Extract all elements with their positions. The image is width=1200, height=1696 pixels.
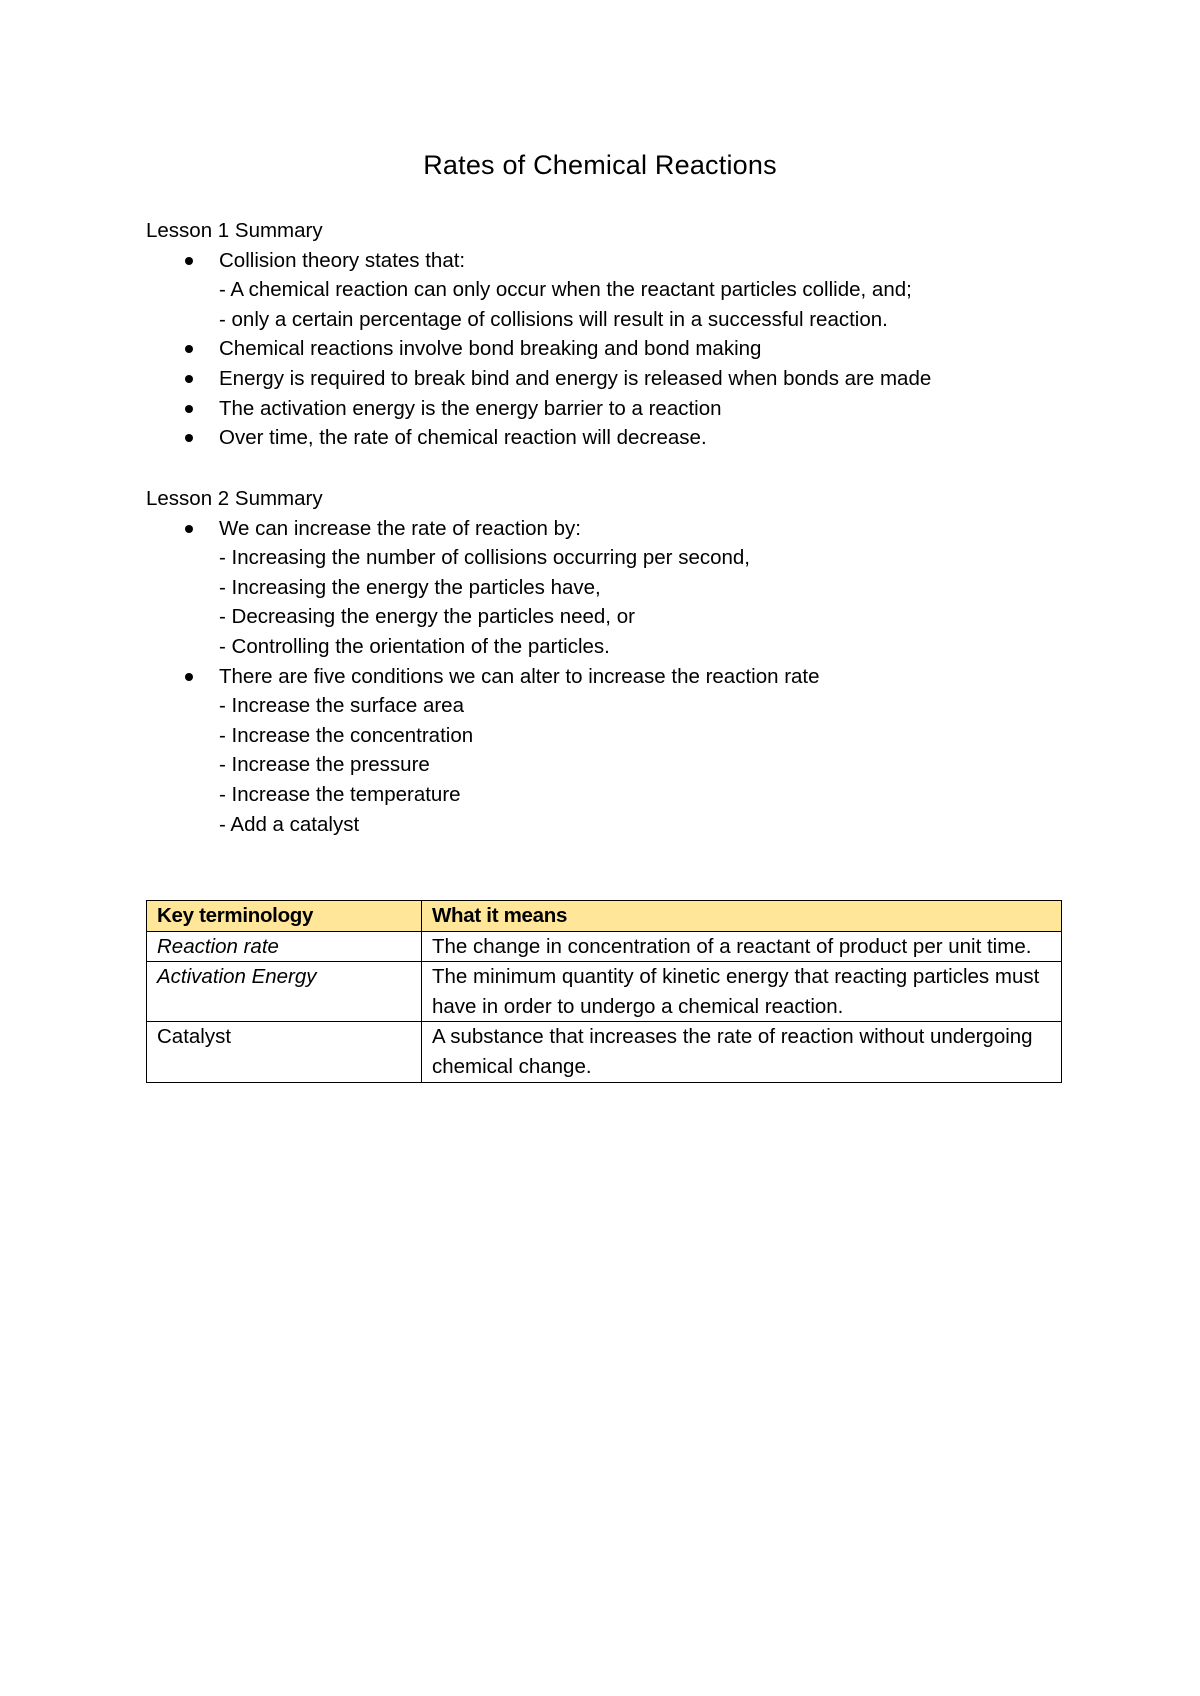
list-item [146, 514, 1066, 662]
table-row [147, 931, 1062, 962]
column-header-meaning: What it means [422, 901, 1062, 932]
terminology-table [146, 900, 1062, 1083]
list-item [146, 423, 1066, 453]
sub-point: - Increase the temperature [219, 782, 461, 806]
list-item [146, 246, 1066, 335]
table-row [147, 962, 1062, 1022]
lesson-2-heading: Lesson 2 Summary [146, 487, 323, 510]
bullet-text: There are five conditions we can alter to increase the reaction rate [219, 664, 820, 688]
lesson-2-section [146, 484, 1066, 839]
bullet-icon [185, 375, 193, 383]
table-row [147, 1022, 1062, 1082]
meaning-cell: A substance that increases the rate of reaction without undergoing chemical change. [422, 1022, 1062, 1082]
bullet-icon [185, 345, 193, 353]
lesson-1-bullet-list [146, 246, 1066, 453]
meaning-cell: The minimum quantity of kinetic energy that reacting particles must have in order to undergo a chemical reaction. [422, 962, 1062, 1022]
sub-point: - Decreasing the energy the particles need, or [219, 605, 635, 629]
sub-point: - Increasing the energy the particles have, [219, 575, 601, 599]
bullet-text: Chemical reactions involve bond breaking and bond making [219, 337, 762, 361]
bullet-text: Energy is required to break bind and energy is released when bonds are made [219, 366, 932, 390]
document-title: Rates of Chemical Reactions [423, 150, 777, 180]
list-item [146, 394, 1066, 424]
bullet-icon [185, 434, 193, 442]
bullet-icon [185, 525, 193, 533]
lesson-1-section [146, 216, 1066, 453]
sub-point: - Increasing the number of collisions occurring per second, [219, 546, 750, 570]
list-item [146, 364, 1066, 394]
bullet-icon [185, 257, 193, 265]
bullet-icon [185, 673, 193, 681]
sub-point: - Increase the pressure [219, 753, 430, 777]
lesson-1-heading: Lesson 1 Summary [146, 219, 323, 242]
meaning-cell: The change in concentration of a reactant of product per unit time. [422, 931, 1062, 962]
bullet-text: We can increase the rate of reaction by: [219, 516, 581, 540]
sub-point: - A chemical reaction can only occur when the reactant particles collide, and; [219, 278, 912, 302]
term-cell: Reaction rate [147, 931, 422, 962]
list-item [146, 334, 1066, 364]
bullet-icon [185, 405, 193, 413]
bullet-text: Collision theory states that: [219, 248, 466, 272]
term-cell: Catalyst [147, 1022, 422, 1082]
sub-point: - only a certain percentage of collisions will result in a successful reaction. [219, 307, 888, 331]
lesson-2-bullet-list [146, 514, 1066, 840]
column-header-term: Key terminology [147, 901, 422, 932]
bullet-text: The activation energy is the energy barrier to a reaction [219, 396, 722, 420]
term-cell: Activation Energy [147, 962, 422, 1022]
table-header-row [147, 901, 1062, 932]
sub-point: - Controlling the orientation of the particles. [219, 634, 610, 658]
sub-point: - Increase the surface area [219, 694, 464, 718]
list-item [146, 662, 1066, 840]
sub-point: - Add a catalyst [219, 812, 360, 836]
sub-point: - Increase the concentration [219, 723, 474, 747]
bullet-text: Over time, the rate of chemical reaction will decrease. [219, 426, 707, 450]
